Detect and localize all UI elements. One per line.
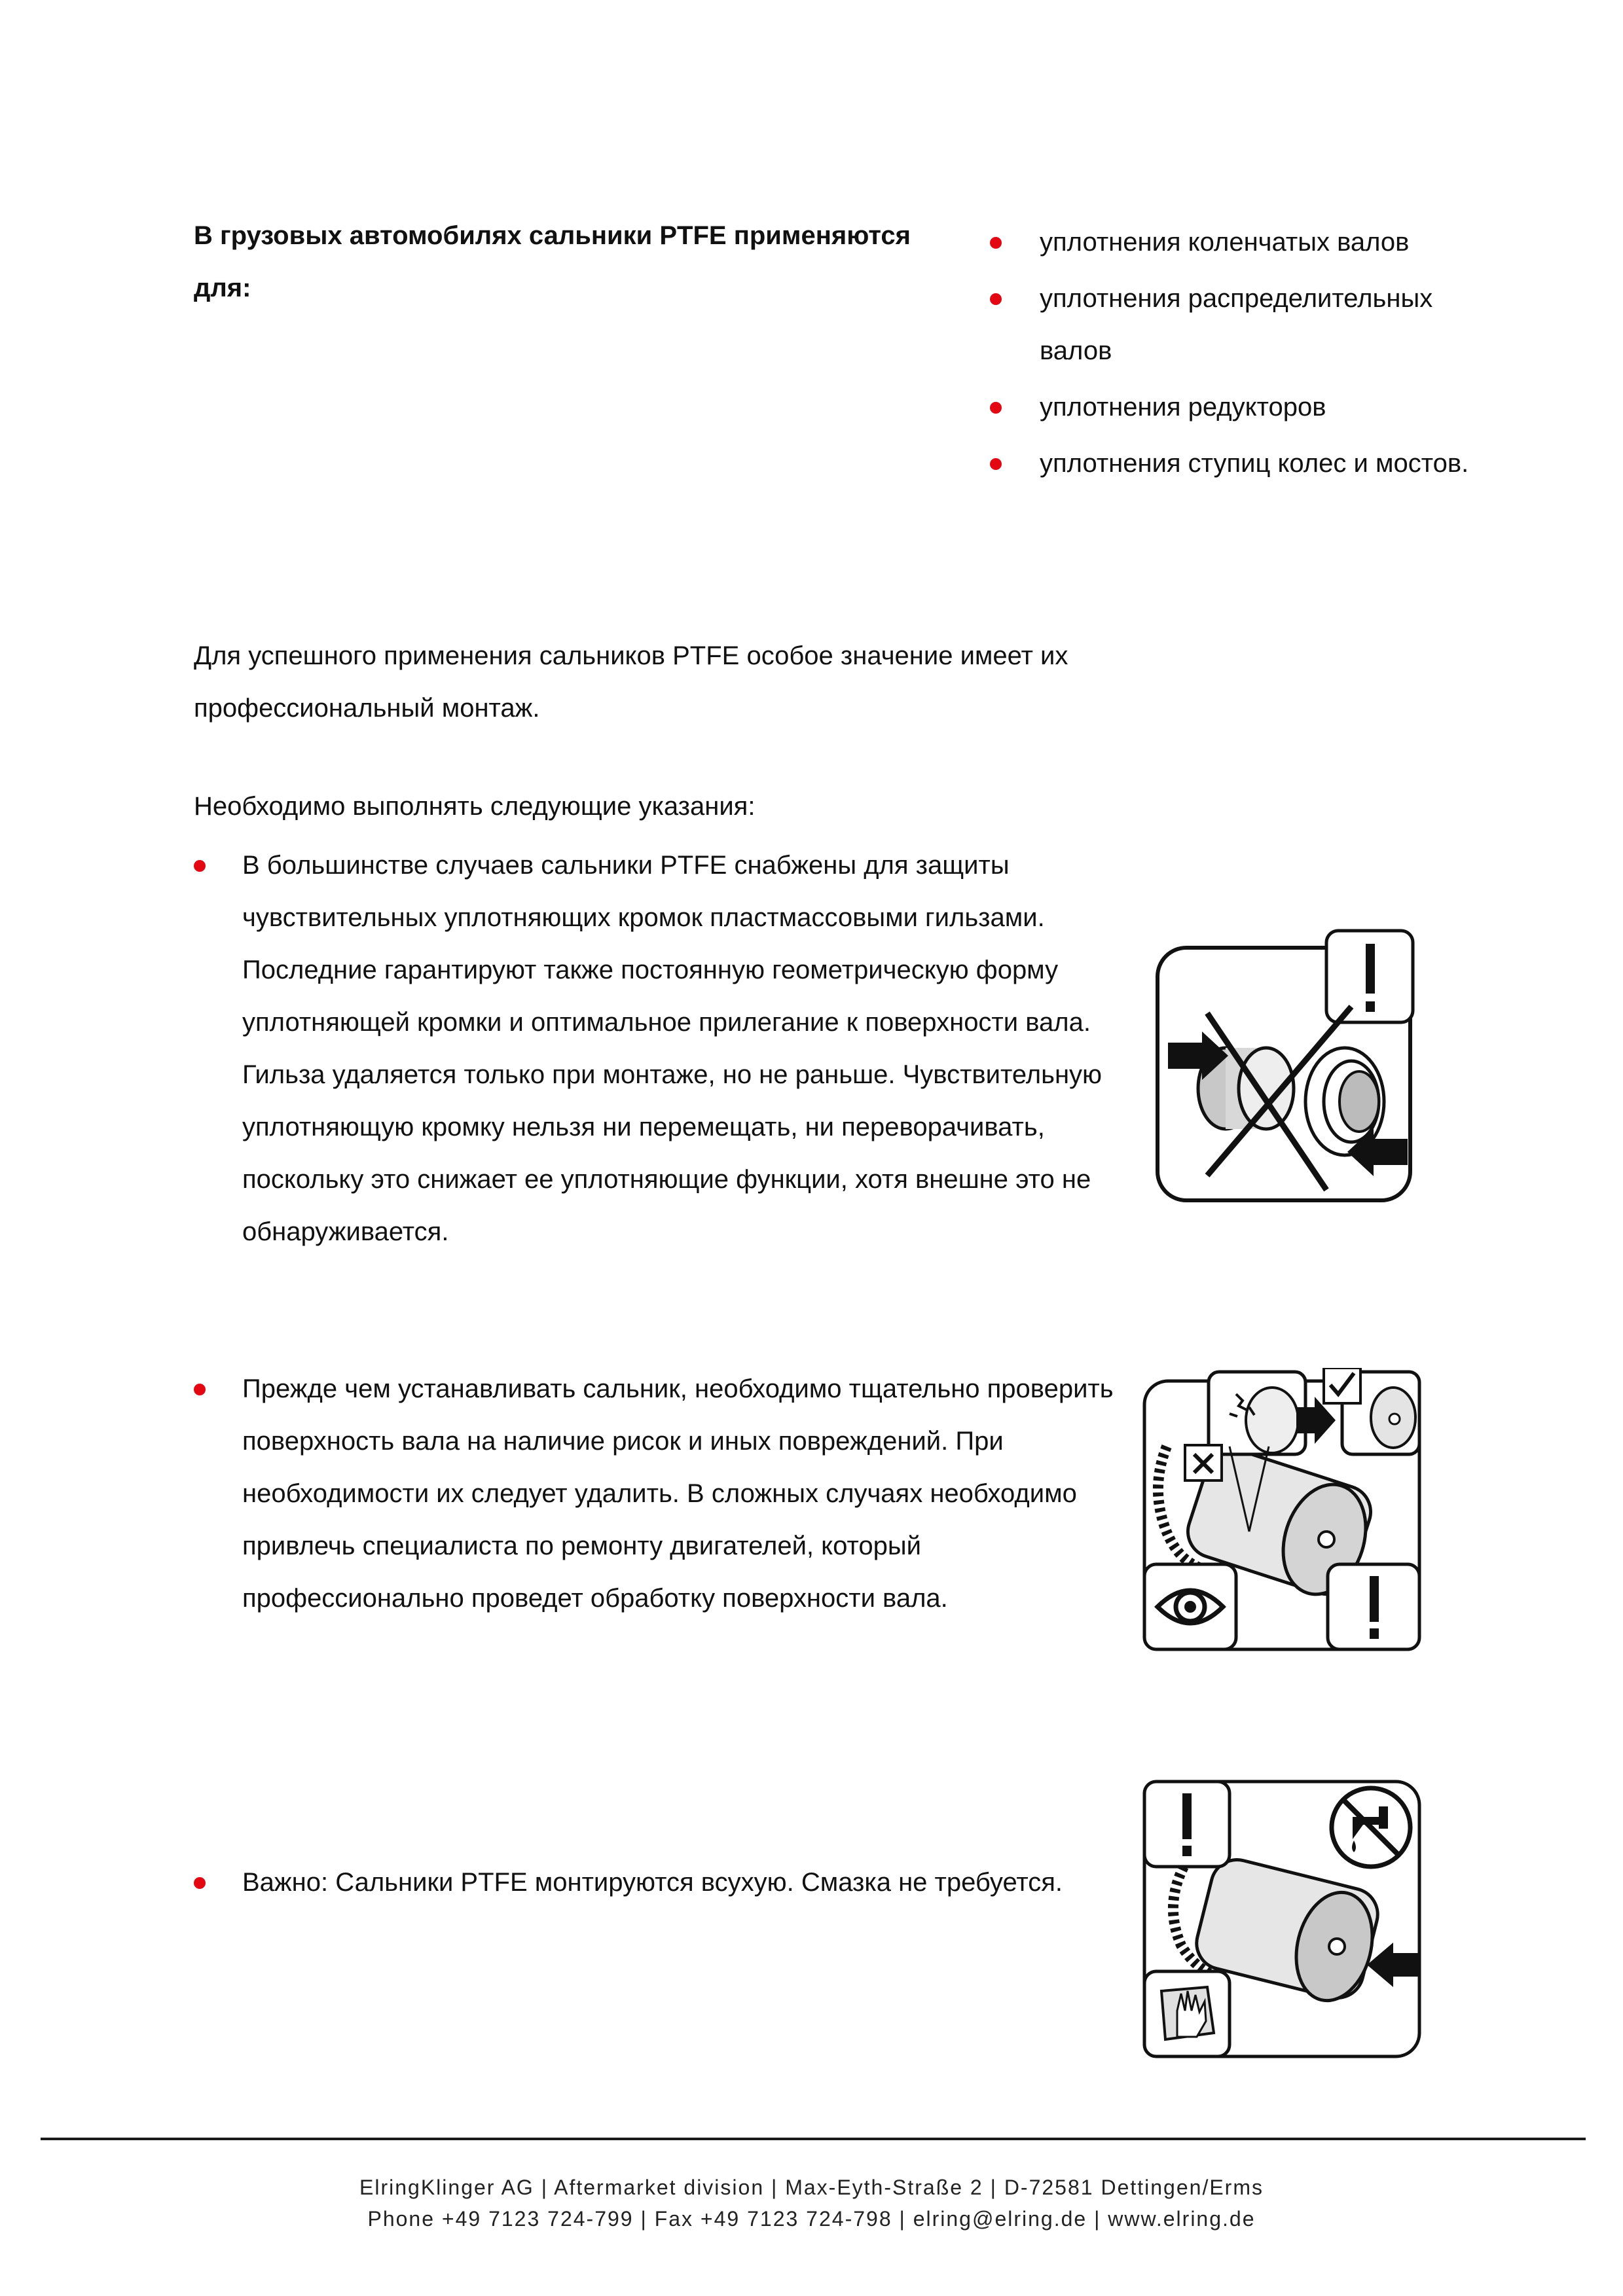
uses-list <box>982 216 1480 493</box>
instruction-item <box>194 839 1137 1258</box>
bullet-dot-icon <box>990 458 1002 470</box>
footer-divider <box>41 2138 1586 2140</box>
instruction-item <box>194 1856 1137 1909</box>
bullet-dot-icon <box>194 1877 206 1889</box>
instruction-item <box>194 1363 1137 1624</box>
bullet-dot-icon <box>194 860 206 872</box>
footer-address: ElringKlinger AG | Aftermarket division | Max-Eyth-Straße 2 | D-72581 Dettingen/Erms <box>359 2176 1264 2199</box>
no-lubrication-icon <box>1332 1788 1410 1867</box>
x-icon <box>1185 1445 1222 1480</box>
instruction-text: В большинстве случаев сальники PTFE снабжены для защиты чувствительных уплотняющих кромок пластмассовыми гильзами. Последние гарантируют также постоянную геометрическую форму уплотняющей кромки и оптимальное прилегание к поверхности вала. Гильза удаляется только при монтаже, но не раньше. Чувствительную уплотняющую кромку нельзя ни перемещать, ни переворачивать, поскольку это снижает ее уплотняющие функции, хотя внешне это не обнаруживается. <box>242 851 1103 1246</box>
eye-icon <box>1144 1564 1236 1649</box>
seal-handling-pictogram <box>1155 928 1423 1203</box>
intro-heading: В грузовых автомобилях сальники PTFE применяются для: <box>194 221 911 302</box>
bullet-dot-icon <box>194 1384 206 1395</box>
glove-icon <box>1144 1971 1230 2056</box>
exclamation-icon <box>1144 1782 1230 1867</box>
mounting-note: Для успешного применения сальников PTFE особое значение имеет их профессиональный монтаж. <box>194 641 1068 723</box>
exclamation-icon <box>1326 931 1413 1022</box>
dry-mounting-pictogram <box>1138 1775 1426 2063</box>
list-item: уплотнения редукторов <box>982 381 1480 433</box>
bullet-dot-icon <box>990 293 1002 305</box>
list-item: уплотнения распределительных валов <box>982 272 1480 377</box>
instructions-title: Необходимо выполнять следующие указания: <box>194 792 756 821</box>
instruction-text: Важно: Сальники PTFE монтируются всухую. Смазка не требуется. <box>242 1868 1063 1897</box>
checkmark-icon <box>1324 1368 1360 1403</box>
list-item: уплотнения коленчатых валов <box>982 216 1480 268</box>
exclamation-icon <box>1328 1564 1419 1649</box>
bullet-dot-icon <box>990 402 1002 414</box>
list-item: уплотнения ступиц колес и мостов. <box>982 437 1480 490</box>
shaft-inspection-pictogram <box>1138 1368 1426 1656</box>
footer-contacts: Phone +49 7123 724-799 | Fax +49 7123 724-798 | elring@elring.de | www.elring.de <box>367 2207 1256 2231</box>
instruction-text: Прежде чем устанавливать сальник, необходимо тщательно проверить поверхность вала на наличие рисок и иных повреждений. При необходимости их следует удалить. В сложных случаях необходимо привлечь специалиста по ремонту двигателей, который профессионально проведет обработку поверхности вала. <box>242 1374 1114 1613</box>
bullet-dot-icon <box>990 237 1002 249</box>
